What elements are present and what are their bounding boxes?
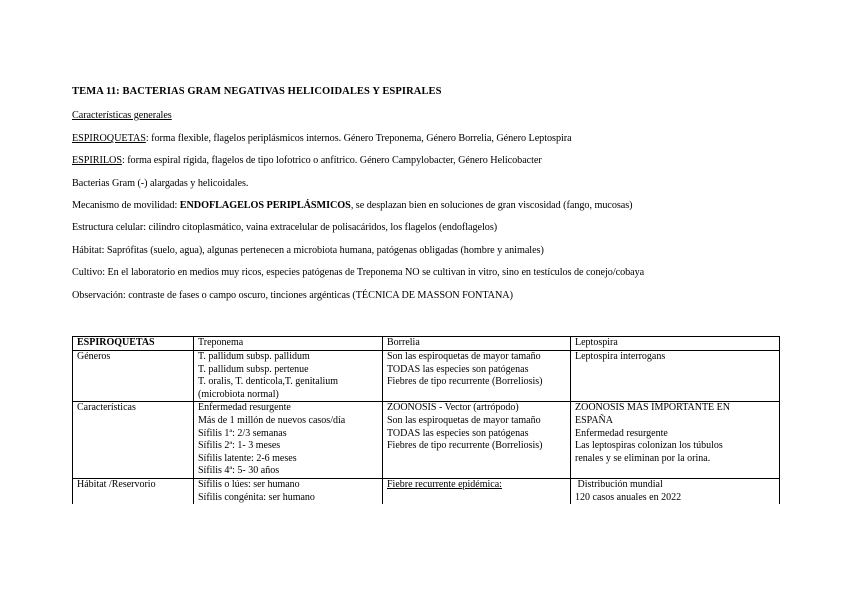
cell-line: Sífilis congénita: ser humano <box>198 491 315 503</box>
estructura-paragraph: Estructura celular: cilindro citoplasmático, vaina extracelular de polisacáridos, los flagelos (endoflagelos) <box>72 222 498 233</box>
borrelia-cell <box>383 478 571 504</box>
comparison-table <box>72 336 780 504</box>
cell-line: 120 casos anuales en 2022 <box>575 491 682 503</box>
cell-line: (microbiota normal) <box>198 388 279 400</box>
table-header-row <box>73 337 780 351</box>
borrelia-cell <box>383 402 571 479</box>
cell-line: Son las espiroquetas de mayor tamaño <box>387 414 541 426</box>
espirilos-term: ESPIRILOS <box>72 155 122 166</box>
cell-line: TODAS las especies son patógenas <box>387 363 529 375</box>
observacion-paragraph: Observación: contraste de fases o campo oscuro, tinciones argénticas (TÉCNICA DE MASSON FONTANA) <box>72 290 513 301</box>
espiroquetas-term: ESPIROQUETAS <box>72 133 146 144</box>
cell-line: Las leptospiras colonizan los túbulos <box>575 440 723 452</box>
page-title: TEMA 11: BACTERIAS GRAM NEGATIVAS HELICOIDALES Y ESPIRALES <box>72 86 442 97</box>
cell-line: renales y se eliminan por la orina. <box>575 452 711 464</box>
espirilos-paragraph <box>72 155 542 166</box>
row-label: Géneros <box>73 351 194 402</box>
movilidad-prefix: Mecanismo de movilidad: <box>72 200 180 211</box>
borrelia-cell <box>383 351 571 402</box>
cell-line: Leptospira interrogans <box>575 351 666 362</box>
leptospira-cell <box>571 351 780 402</box>
table-header-cell: Treponema <box>194 337 383 351</box>
cell-line: Enfermedad resurgente <box>575 427 668 439</box>
cell-line: Fiebres de tipo recurrente (Borreliosis) <box>387 376 543 388</box>
table-row <box>73 402 780 479</box>
cell-line: Fiebre recurrente epidémica: <box>387 478 502 490</box>
movilidad-paragraph <box>72 200 633 211</box>
espiroquetas-text: : forma flexible, flagelos periplásmicos internos. Género Treponema, Género Borrelia, Género Leptospira <box>145 133 572 144</box>
cell-line: Sífilis 4ª: 5- 30 años <box>198 465 280 477</box>
cell-line: T. pallidum subsp. pertenue <box>198 363 309 375</box>
habitat-paragraph: Hábitat: Saprófitas (suelo, agua), algunas pertenecen a microbiota humana, patógenas obligadas (hombre y animales) <box>72 245 544 256</box>
table-header-cell: Borrelia <box>383 337 571 351</box>
section-heading: Características generales <box>72 110 172 121</box>
movilidad-suffix: , se desplazan bien en soluciones de gran viscosidad (fango, mucosas) <box>350 200 633 211</box>
table-row <box>73 478 780 504</box>
bacterias-paragraph: Bacterias Gram (-) alargadas y helicoidales. <box>72 178 249 189</box>
cultivo-paragraph: Cultivo: En el laboratorio en medios muy ricos, especies patógenas de Treponema NO se cultivan in vitro, sino en testículos de conejo/cobaya <box>72 267 645 278</box>
cell-line: Sífilis 1ª: 2/3 semanas <box>198 427 287 439</box>
cell-line: ZOONOSIS - Vector (artrópodo) <box>387 402 519 414</box>
row-label: Características <box>73 402 194 479</box>
espirilos-text: : forma espiral rígida, flagelos de tipo lofotrico o anfítrico. Género Campylobacter, Género Helicobacter <box>121 155 542 166</box>
cell-line: ESPAÑA <box>575 414 613 426</box>
cell-line: Sífilis o lúes: ser humano <box>198 478 300 490</box>
espiroquetas-paragraph <box>72 133 572 144</box>
cell-line: ZOONOSIS MÁS IMPORTANTE EN <box>575 402 730 414</box>
movilidad-bold: ENDOFLAGELOS PERIPLÁSMICOS <box>179 200 351 211</box>
cell-line: Sífilis 2ª: 1- 3 meses <box>198 440 281 452</box>
cell-line: Sífilis latente: 2-6 meses <box>198 452 297 464</box>
cell-line: Enfermedad resurgente <box>198 402 291 414</box>
cell-line: Más de 1 millón de nuevos casos/día <box>198 414 346 426</box>
cell-line: Fiebres de tipo recurrente (Borreliosis) <box>387 440 543 452</box>
cell-line: T. oralis, T. denticola,T. genitalium <box>198 376 339 388</box>
treponema-cell <box>194 478 383 504</box>
treponema-cell <box>194 402 383 479</box>
table-header-cell: Leptospira <box>571 337 780 351</box>
leptospira-cell <box>571 402 780 479</box>
cell-line: Son las espiroquetas de mayor tamaño <box>387 351 541 362</box>
leptospira-cell <box>571 478 780 504</box>
treponema-cell <box>194 351 383 402</box>
cell-line: Distribución mundial <box>575 478 663 490</box>
cell-line: TODAS las especies son patógenas <box>387 427 529 439</box>
table-header-cell: ESPIROQUETAS <box>73 337 194 351</box>
row-label: Hábitat /Reservorio <box>73 478 194 504</box>
cell-line: T. pallidum subsp. pallidum <box>198 351 310 362</box>
table-row <box>73 351 780 402</box>
